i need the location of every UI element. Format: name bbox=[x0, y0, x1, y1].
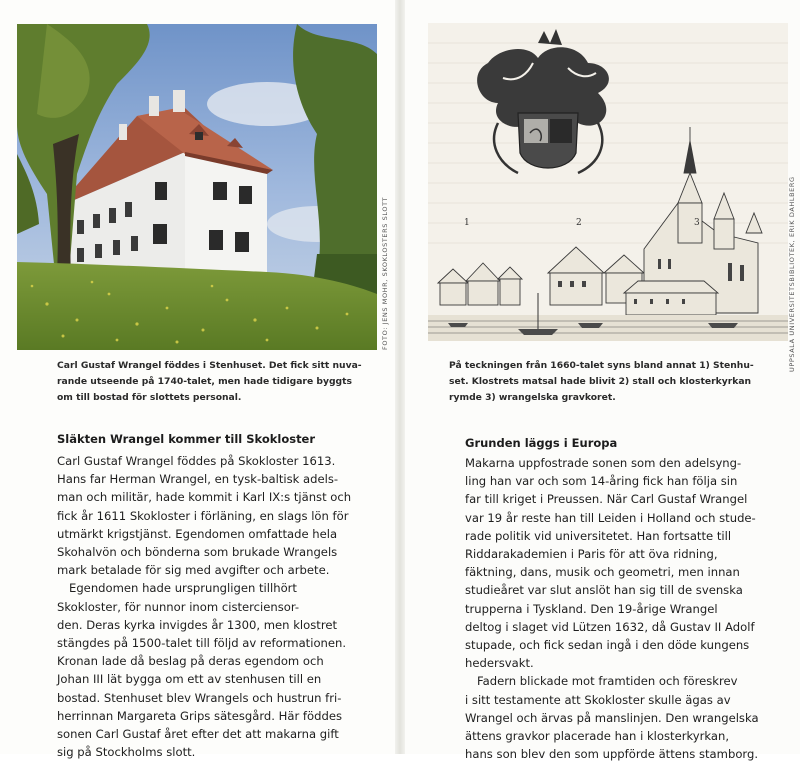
stenhuset-photo bbox=[17, 24, 377, 350]
left-photo-caption: Carl Gustaf Wrangel föddes i Stenhuset. Det fick sitt nuva- rande utseende på 1740-talet, men hade tidigare byggts om till bostad för slottets personal. bbox=[57, 360, 362, 403]
photo-credit: FOTO: JENS MOHR, SKOKLOSTERS SLOTT bbox=[381, 196, 389, 350]
right-body-text: Makarna uppfostrade sonen som den adelsyng- ling han var och som 14-åring fick han följa sin far till kriget i Preussen. När Carl Gustaf Wrangel var 19 år reste han till Leiden i Holland och stude- rade politik vid universitetet. Han fortsatte till Riddarakademien i Paris för att öva ridning, fäktning, dans, musik och geometri, men innan studieåret var slut anslöt han sig till de svenska trupperna i Tyskland. Den 19-årige Wrangel deltog i slaget vid Lützen 1632, då Gustav II Adolf stupade, och fick sedan ingå i den döde kungens hedersvakt. Fadern blickade mot framtiden och föreskrev i sitt testamente att Skokloster skulle ägas av Wrangel och ärvas på manslinjen. Den wrangelska ättens gravkor placerade han i klosterkyrkan, hans son blev den som uppförde ättens stamborg. bbox=[465, 456, 759, 762]
engraving-image bbox=[428, 23, 788, 341]
engraving-label-3: 3 bbox=[694, 218, 700, 228]
page-gutter bbox=[395, 0, 405, 754]
engraving-label-2: 2 bbox=[576, 218, 582, 228]
left-body-text: Carl Gustaf Wrangel föddes på Skokloster 1613. Hans far Herman Wrangel, en tysk-baltisk adels- man och militär, hade kommit i Karl IX:s tjänst och fick år 1611 Skokloster i förläning, en slags lön för utmärkt krigstjänst. Egendomen omfattade hela Skohalvön och bönderna som brukade Wrangels mark betalade för sig med avgifter och arbete. Egendomen hade ursprungligen tillhört Skokloster, för nunnor inom cisterciensor- den. Deras kyrka invigdes år 1300, men klostret stängdes på 1500-talet till följd av reformationen. Kronan lade då beslag på deras egendom och Johan III lät bygga om ett av stenhusen till en bostad. Stenhuset blev Wrangels och hustrun fri- herrinnan Margareta Grips sätesgård. Här föddes sonen Carl Gustaf året efter det att makarna gift sig på Stockholms slott. bbox=[57, 454, 352, 760]
right-section-heading: Grunden läggs i Europa bbox=[465, 436, 618, 450]
engraving-label-1: 1 bbox=[464, 218, 470, 228]
right-engraving-caption: På teckningen från 1660-talet syns bland annat 1) Stenhu- set. Klostrets matsal hade blivit 2) stall och klosterkyrkan rymde 3) wrangelska gravkoret. bbox=[449, 360, 754, 403]
engraving-credit: UPPSALA UNIVERSITETSBIBLIOTEK, ERIK DAHLBERG bbox=[788, 176, 796, 372]
left-section-heading: Släkten Wrangel kommer till Skokloster bbox=[57, 432, 316, 446]
